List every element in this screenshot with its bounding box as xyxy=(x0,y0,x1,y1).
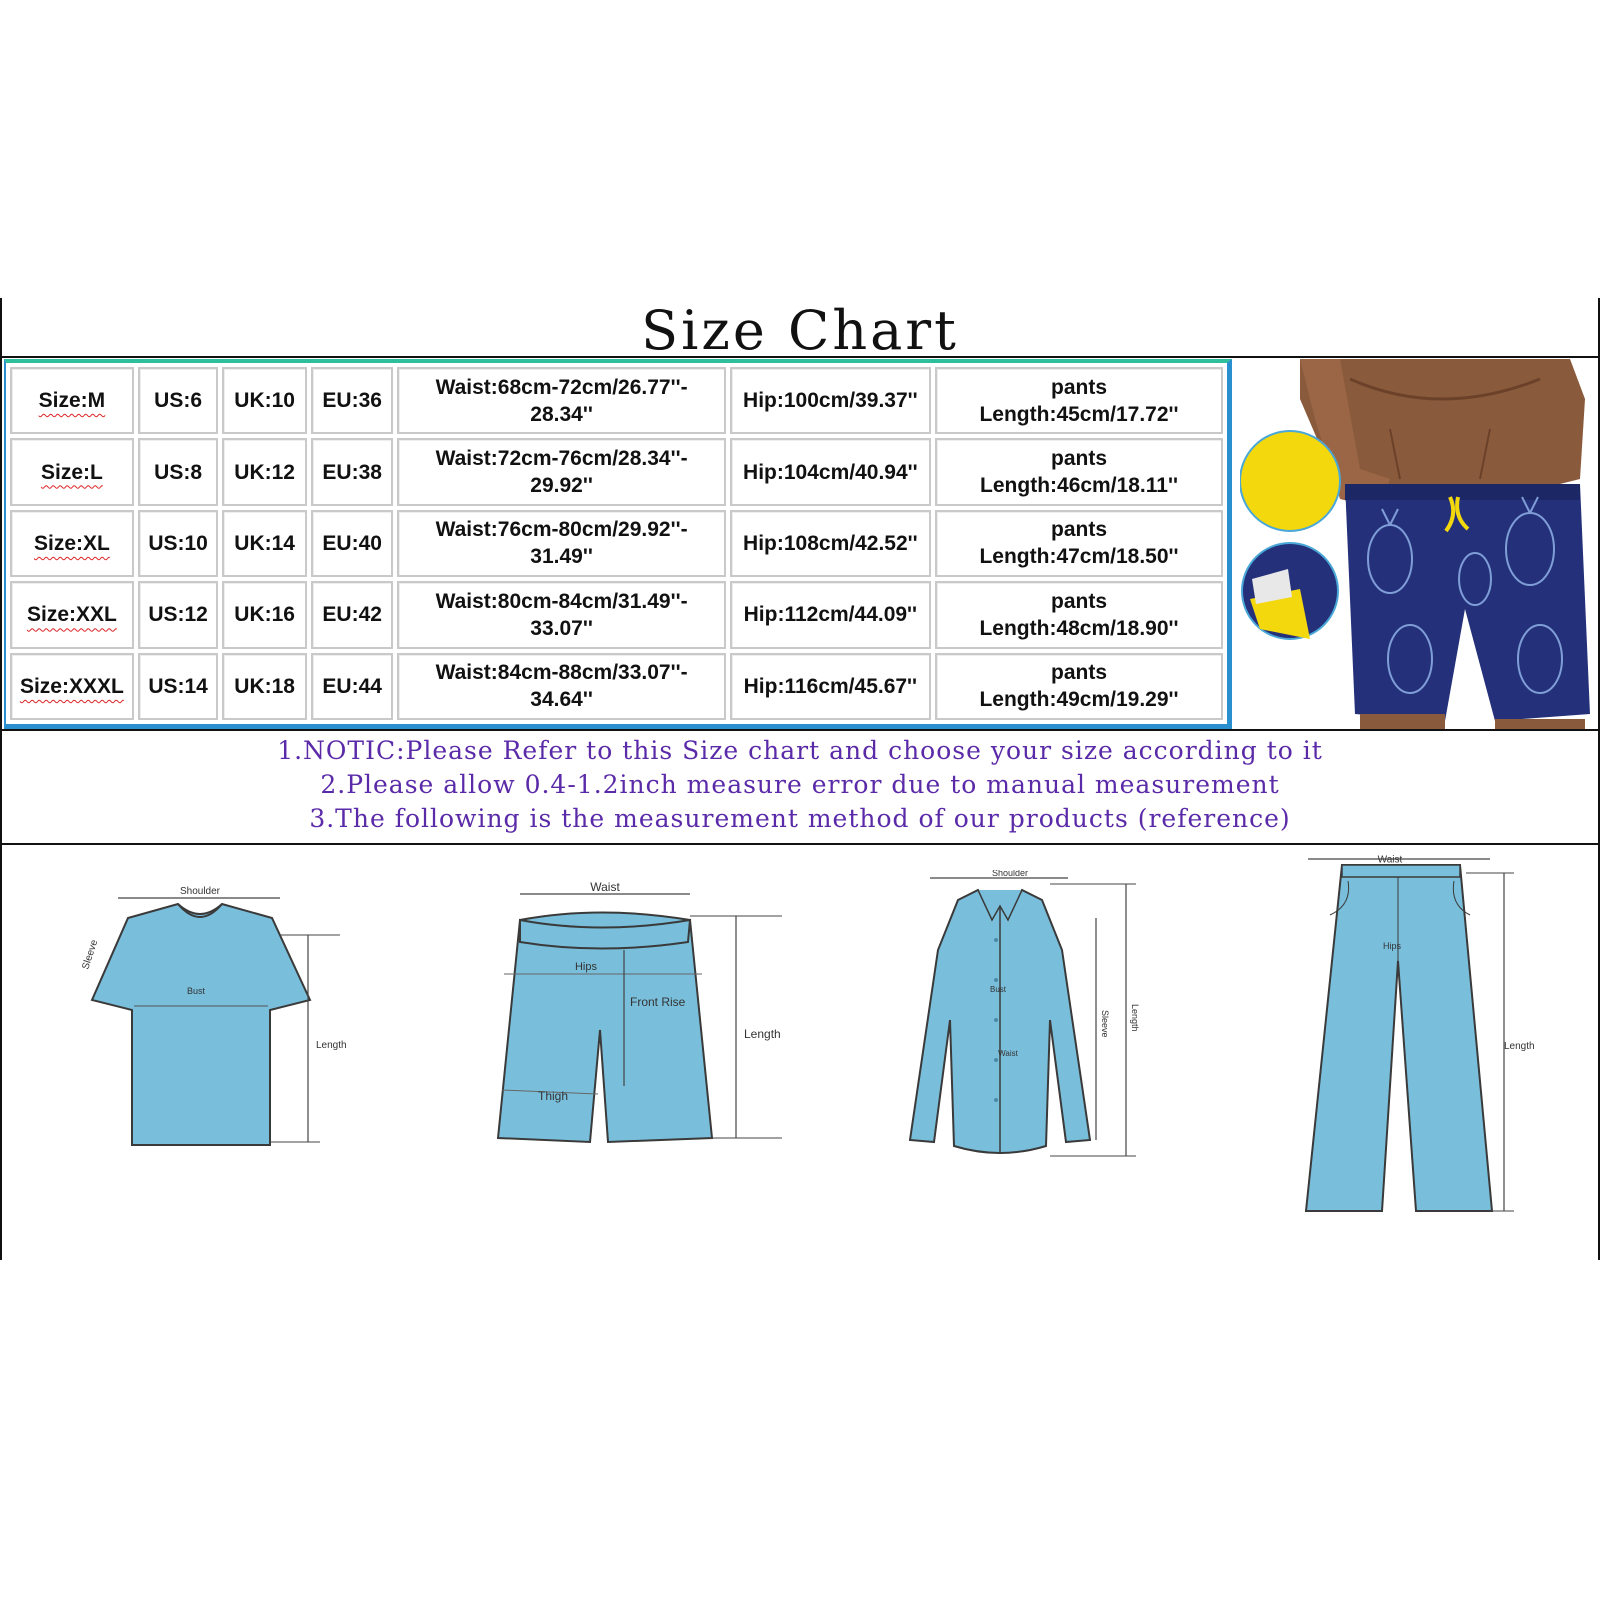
size-text: Size:M xyxy=(38,389,106,413)
waist-cell xyxy=(397,653,725,720)
length-cell xyxy=(935,653,1223,720)
hip-text: Hip:112cm/44.09'' xyxy=(743,603,918,627)
hip-text: Hip:100cm/39.37'' xyxy=(743,389,918,413)
tshirt-shoulder-label: Shoulder xyxy=(179,886,221,897)
divider-under-notes xyxy=(0,843,1600,845)
waist-text: Waist:76cm-80cm/29.92''- xyxy=(435,518,688,542)
length-text: Length:49cm/19.29'' xyxy=(979,688,1179,712)
uk-cell xyxy=(222,653,307,720)
size-cell xyxy=(10,581,134,648)
shorts-front-rise-label: Front Rise xyxy=(630,995,686,1009)
length-text: pants xyxy=(1051,375,1108,399)
note-3: 3.The following is the measurement method of our products (reference) xyxy=(309,804,1291,833)
waist-text: 33.07'' xyxy=(530,616,593,640)
hip-cell xyxy=(730,367,931,434)
shirt-shoulder-label: Shoulder xyxy=(991,870,1029,878)
hip-cell xyxy=(730,653,931,720)
eu-text: EU:38 xyxy=(322,460,382,484)
pants-length-label: Length xyxy=(1504,1041,1535,1052)
waist-text: 29.92'' xyxy=(530,474,593,498)
pants-waist-label: Waist xyxy=(1377,855,1403,866)
tshirt-bust-label: Bust xyxy=(186,986,206,996)
tshirt-length-label: Length xyxy=(316,1040,347,1051)
note-2: 2.Please allow 0.4-1.2inch measure error due to manual measurement xyxy=(320,770,1280,799)
waist-text: Waist:72cm-76cm/28.34''- xyxy=(435,447,688,471)
us-text: US:6 xyxy=(154,389,203,413)
eu-text: EU:42 xyxy=(322,603,382,627)
hip-text: Hip:116cm/45.67'' xyxy=(743,674,918,698)
hip-text: Hip:104cm/40.94'' xyxy=(743,460,918,484)
us-text: US:12 xyxy=(148,603,208,627)
shirt-sleeve-label: Sleeve xyxy=(1100,1010,1110,1038)
size-cell xyxy=(10,438,134,505)
us-text: US:14 xyxy=(148,674,208,698)
length-text: Length:45cm/17.72'' xyxy=(979,402,1179,426)
waist-text: Waist:80cm-84cm/31.49''- xyxy=(435,589,688,613)
waist-text: 31.49'' xyxy=(530,545,593,569)
length-text: Length:46cm/18.11'' xyxy=(980,474,1178,498)
size-text: Size:XXL xyxy=(26,603,117,627)
us-cell xyxy=(138,581,219,648)
shirt-length-label: Length xyxy=(1130,1004,1140,1032)
length-text: Length:48cm/18.90'' xyxy=(979,616,1179,640)
pants-diagram xyxy=(1300,855,1540,1235)
length-cell xyxy=(935,438,1223,505)
shorts-thigh-label: Thigh xyxy=(538,1089,569,1103)
us-text: US:10 xyxy=(148,531,208,555)
uk-cell xyxy=(222,510,307,577)
waist-text: 28.34'' xyxy=(530,402,593,426)
uk-cell xyxy=(222,367,307,434)
note-1: 1.NOTIC:Please Refer to this Size chart and choose your size according to it xyxy=(277,736,1323,765)
hip-cell xyxy=(730,510,931,577)
length-text: Length:47cm/18.50'' xyxy=(979,545,1179,569)
tshirt-diagram xyxy=(70,880,350,1160)
us-cell xyxy=(138,438,219,505)
shorts-waist-label: Waist xyxy=(590,880,620,894)
tshirt-sleeve-label: Sleeve xyxy=(80,938,101,971)
uk-cell xyxy=(222,581,307,648)
waist-text: 34.64'' xyxy=(530,688,593,712)
waist-text: Waist:84cm-88cm/33.07''- xyxy=(435,661,688,685)
yellow-swatch xyxy=(1240,431,1340,531)
length-cell xyxy=(935,510,1223,577)
size-table xyxy=(4,359,1232,729)
shorts-length-label: Length xyxy=(744,1027,781,1041)
uk-text: UK:10 xyxy=(234,389,295,413)
eu-cell xyxy=(311,581,394,648)
eu-text: EU:40 xyxy=(322,531,382,555)
uk-text: UK:12 xyxy=(234,460,295,484)
size-row xyxy=(10,438,1223,505)
waist-cell xyxy=(397,367,725,434)
us-text: US:8 xyxy=(154,460,203,484)
waist-cell xyxy=(397,510,725,577)
uk-text: UK:14 xyxy=(234,531,295,555)
eu-cell xyxy=(311,367,394,434)
product-photo xyxy=(1240,359,1597,729)
notes-block xyxy=(0,734,1600,836)
page-title: Size Chart xyxy=(641,299,959,362)
size-text: Size:L xyxy=(40,460,103,484)
size-row xyxy=(10,367,1223,434)
divider-under-table xyxy=(0,729,1600,731)
waist-text: Waist:68cm-72cm/26.77''- xyxy=(435,375,688,399)
hip-text: Hip:108cm/42.52'' xyxy=(743,531,918,555)
waist-cell xyxy=(397,438,725,505)
length-text: pants xyxy=(1051,447,1108,471)
hip-cell xyxy=(730,581,931,648)
size-text: Size:XL xyxy=(33,531,110,555)
size-cell xyxy=(10,653,134,720)
size-row xyxy=(10,581,1223,648)
uk-cell xyxy=(222,438,307,505)
length-text: pants xyxy=(1051,661,1108,685)
us-cell xyxy=(138,653,219,720)
size-row xyxy=(10,510,1223,577)
length-cell xyxy=(935,581,1223,648)
pants-shape xyxy=(1306,865,1492,1211)
shirt-diagram xyxy=(900,870,1170,1170)
eu-cell xyxy=(311,653,394,720)
us-cell xyxy=(138,367,219,434)
eu-text: EU:36 xyxy=(322,389,382,413)
shirt-waist-label: Waist xyxy=(998,1049,1018,1058)
pants-hips-label: Hips xyxy=(1382,941,1402,951)
eu-cell xyxy=(311,438,394,505)
waist-cell xyxy=(397,581,725,648)
us-cell xyxy=(138,510,219,577)
tshirt-shape xyxy=(92,904,310,1145)
size-cell xyxy=(10,510,134,577)
shirt-bust-label: Bust xyxy=(989,985,1007,994)
length-cell xyxy=(935,367,1223,434)
shorts-diagram xyxy=(490,880,790,1160)
uk-text: UK:18 xyxy=(234,674,295,698)
uk-text: UK:16 xyxy=(234,603,295,627)
length-text: pants xyxy=(1051,589,1108,613)
size-cell xyxy=(10,367,134,434)
eu-text: EU:44 xyxy=(322,674,382,698)
size-text: Size:XXXL xyxy=(19,674,124,698)
shorts-hips-label: Hips xyxy=(574,961,598,973)
length-text: pants xyxy=(1051,518,1108,542)
hip-cell xyxy=(730,438,931,505)
size-row xyxy=(10,653,1223,720)
eu-cell xyxy=(311,510,394,577)
